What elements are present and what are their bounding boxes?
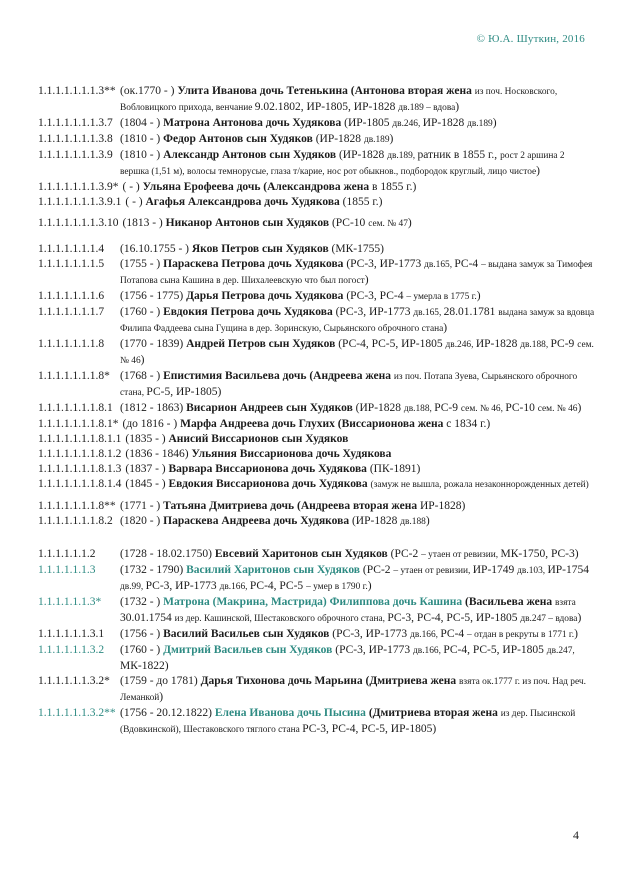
entry-number: 1.1.1.1.1.1.1.8.1 <box>38 402 113 414</box>
entry-text: (1728 - 18.02.1750) Евсевий Харитонов сын Худяков (РС-2 – утаен от ревизии, МК-1750, РС-3) <box>120 548 579 560</box>
genealogy-entries <box>0 84 621 738</box>
entry-number: 1.1.1.1.1.1.1.6 <box>38 290 105 302</box>
entry-text: (1756 - ) Василий Васильев сын Худяков (РС-3, ИР-1773 дв.166, РС-4 – отдан в рекруты в 1771 г.) <box>120 628 578 640</box>
entry-text: (1732 - 1790) Василий Харитонов сын Худяков (РС-2 – утаен от ревизии, ИР-1749 дв.103, ИР-1754 дв.99, РС-3, ИР-1773 дв.166, РС-4, РС-5 – умер в 1790 г.) <box>120 564 589 592</box>
entry-number: 1.1.1.1.1.1.3 <box>38 564 96 576</box>
entry-number: 1.1.1.1.1.1.1.8 <box>38 338 105 350</box>
entry <box>38 417 595 432</box>
entry-text: ( - ) Агафья Александрова дочь Худякова (1855 г.) <box>125 196 383 208</box>
entry-number: 1.1.1.1.1.1.1.8.1* <box>38 418 119 430</box>
entry-number: 1.1.1.1.1.1.1.4 <box>38 243 105 255</box>
entry <box>38 706 595 738</box>
entry <box>38 84 595 116</box>
entry-text: (1732 - ) Матрона (Макрина, Мастрида) Филиппова дочь Кашина (Васильева жена взята 30.01.1754 из дер. Кашинской, Шестаковского оброчного стана, РС-3, РС-4, РС-5, ИР-1805 дв.247 – вдова) <box>120 596 582 624</box>
entry-number: 1.1.1.1.1.1.1.8.1.1 <box>38 433 122 445</box>
entry-text: (1810 - ) Федор Антонов сын Худяков (ИР-1828 дв.189) <box>120 133 394 145</box>
entry <box>38 627 595 643</box>
entry-number: 1.1.1.1.1.1.1.3.9* <box>38 181 119 193</box>
entry-text: (1756 - 20.12.1822) Елена Иванова дочь Пысина (Дмитриева вторая жена из дер. Пысинской (Вдовкинской), Шестаковского тяглого стана РС-3, РС-4, РС-5, ИР-1805) <box>120 707 576 735</box>
entry-text: ( - ) Ульяна Ерофеева дочь (Александрова жена в 1855 г.) <box>122 181 417 193</box>
entry-text: (1760 - ) Дмитрий Васильев сын Худяков (РС-3, ИР-1773 дв.166, РС-4, РС-5, ИР-1805 дв.247, МК-1822) <box>120 644 575 672</box>
entry <box>38 369 595 401</box>
entry-text: (1768 - ) Епистимия Васильева дочь (Андреева жена из поч. Потапа Зуева, Сырьянского оброчного стана, РС-5, ИР-1805) <box>120 370 578 398</box>
entry <box>38 514 595 530</box>
entry <box>38 148 595 180</box>
entry-text: (1770 - 1839) Андрей Петров сын Худяков (РС-4, РС-5, ИР-1805 дв.246, ИР-1828 дв.188, РС-9 сем. № 46) <box>120 338 594 366</box>
entry <box>38 595 595 627</box>
entry-text: (1837 - ) Варвара Виссарионова дочь Худякова (ПК-1891) <box>125 463 421 475</box>
entry <box>38 257 595 289</box>
entry-number: 1.1.1.1.1.1.1.8.1.2 <box>38 448 122 460</box>
entry-number: 1.1.1.1.1.1.1.8** <box>38 500 116 512</box>
entry-number: 1.1.1.1.1.1.3.1 <box>38 628 105 640</box>
entry-text: (1755 - ) Параскева Петрова дочь Худякова (РС-3, ИР-1773 дв.165, РС-4 – выдана замуж за Тимофея Потапова сына Кашина в дер. Шихалеевскую что был погост) <box>120 258 593 286</box>
entry <box>38 547 595 563</box>
entry <box>38 195 595 210</box>
entry <box>38 563 595 595</box>
entry-number: 1.1.1.1.1.1.3.2 <box>38 644 105 656</box>
entry-number: 1.1.1.1.1.1.3* <box>38 596 102 608</box>
entry-text: (1810 - ) Александр Антонов сын Худяков (ИР-1828 дв.189, ратник в 1855 г., рост 2 аршина 2 вершка (1,51 м), волосы темнорусые, глаза т/карие, нос рот обыкнов., подбородок круглый, лицо чистое) <box>120 149 565 177</box>
entry <box>38 401 595 417</box>
entry <box>38 180 595 195</box>
entry <box>38 499 595 514</box>
entry-number: 1.1.1.1.1.1.1.8.1.3 <box>38 463 122 475</box>
entry-number: 1.1.1.1.1.1.1.3.8 <box>38 133 113 145</box>
entry-number: 1.1.1.1.1.1.1.3** <box>38 85 116 97</box>
entry-number: 1.1.1.1.1.1.2 <box>38 548 96 560</box>
entry-text: (1845 - ) Евдокия Виссарионова дочь Худякова (замуж не вышла, рожала незаконнорожденных детей) <box>125 478 589 490</box>
entry <box>38 132 595 148</box>
entry <box>38 674 595 706</box>
entry-text: (до 1816 - ) Марфа Андреева дочь Глухих (Виссарионова жена с 1834 г.) <box>122 418 491 430</box>
entry-text: (1756 - 1775) Дарья Петрова дочь Худякова (РС-3, РС-4 – умерла в 1775 г.) <box>120 290 481 302</box>
entry-text: (1759 - до 1781) Дарья Тихонова дочь Марьина (Дмитриева жена взята ок.1777 г. из поч. Над реч. Леманкой) <box>120 675 586 703</box>
entry <box>38 337 595 369</box>
entry-number: 1.1.1.1.1.1.1.3.10 <box>38 217 119 229</box>
entry-number: 1.1.1.1.1.1.1.7 <box>38 306 105 318</box>
entry-number: 1.1.1.1.1.1.3.2* <box>38 675 110 687</box>
entry <box>38 305 595 337</box>
entry-number: 1.1.1.1.1.1.1.8* <box>38 370 110 382</box>
entry-number: 1.1.1.1.1.1.3.2** <box>38 707 116 719</box>
entry <box>38 477 595 493</box>
entry-text: (1804 - ) Матрона Антонова дочь Худякова (ИР-1805 дв.246, ИР-1828 дв.189) <box>120 117 497 129</box>
entry-text: (1820 - ) Параскева Андреева дочь Худякова (ИР-1828 дв.188) <box>120 515 430 527</box>
entry <box>38 447 595 462</box>
entry-text: (ок.1770 - ) Улита Иванова дочь Тетенькина (Антонова вторая жена из поч. Носковского, Вобловицкого прихода, венчание 9.02.1802, ИР-1805, ИР-1828 дв.189 – вдова) <box>120 85 558 113</box>
entry-text: (16.10.1755 - ) Яков Петров сын Худяков (МК-1755) <box>120 243 384 255</box>
page-number: 4 <box>573 828 579 842</box>
entry-text: (1813 - ) Никанор Антонов сын Худяков (РС-10 сем. № 47) <box>122 217 412 229</box>
entry <box>38 242 595 257</box>
entry-text: (1836 - 1846) Ульяния Виссарионова дочь Худякова <box>125 448 392 460</box>
entry-number: 1.1.1.1.1.1.1.8.2 <box>38 515 113 527</box>
entry-number: 1.1.1.1.1.1.1.5 <box>38 258 105 270</box>
entry-text: (1812 - 1863) Висарион Андреев сын Худяков (ИР-1828 дв.188, РС-9 сем. № 46, РС-10 сем. № 46) <box>120 402 582 414</box>
entry <box>38 216 595 232</box>
copyright-notice: © Ю.А. Шуткин, 2016 <box>476 33 585 45</box>
entry-text: (1760 - ) Евдокия Петрова дочь Худякова (РС-3, ИР-1773 дв.165, 28.01.1781 выдана замуж за вдовца Филипа Фаддеева сына Гущина в дер. Зоринскую, Сырьянского оброчного стана) <box>120 306 595 334</box>
entry-text: (1835 - ) Анисий Виссарионов сын Худяков <box>125 433 349 445</box>
entry <box>38 116 595 132</box>
entry-text: (1771 - ) Татьяна Дмитриева дочь (Андреева вторая жена ИР-1828) <box>120 500 466 512</box>
entry-number: 1.1.1.1.1.1.1.8.1.4 <box>38 478 122 490</box>
entry-number: 1.1.1.1.1.1.1.3.9.1 <box>38 196 122 208</box>
entry <box>38 643 595 674</box>
entry <box>38 462 595 477</box>
entry-number: 1.1.1.1.1.1.1.3.7 <box>38 117 113 129</box>
entry-number: 1.1.1.1.1.1.1.3.9 <box>38 149 113 161</box>
entry <box>38 289 595 305</box>
entry <box>38 432 595 447</box>
